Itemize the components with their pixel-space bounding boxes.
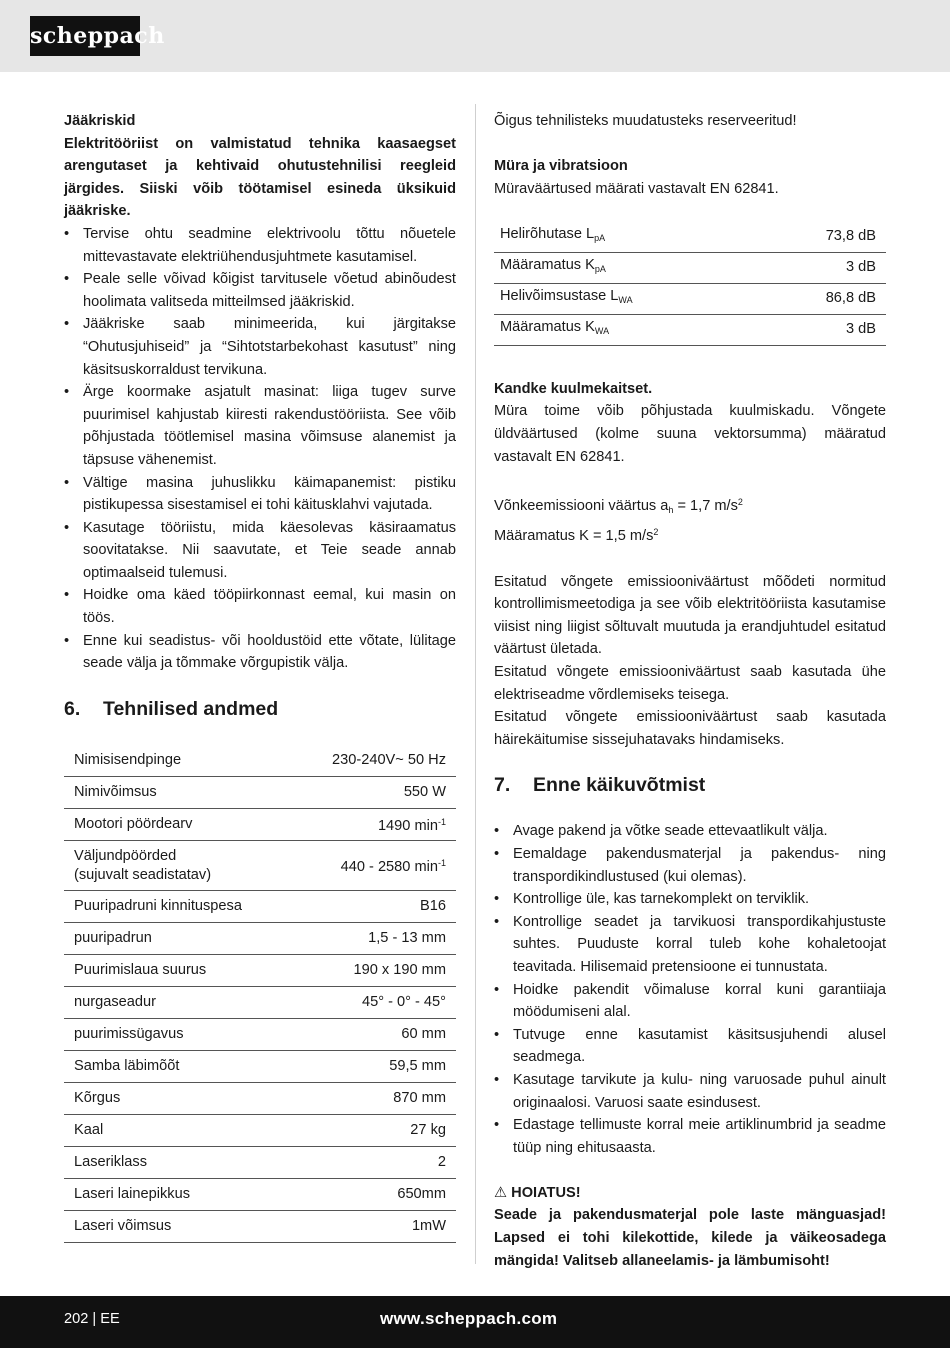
spec-table — [64, 745, 456, 1244]
noise-table — [494, 221, 886, 346]
spec-label: nurgaseadur — [64, 987, 293, 1019]
list-item: • Enne kui seadistus- või hooldustöid ette võtate, lülitage seade välja ja tõmmake võrgupistik välja. — [64, 630, 456, 675]
spec-label: Nimivõimsus — [64, 777, 293, 809]
page-header — [0, 0, 950, 72]
table-row — [494, 314, 886, 345]
spec-value: 440 - 2580 $\min^{-1}$ — [293, 841, 456, 891]
list-item: • Edastage tellimuste korral meie artiklinumbrid ja seadme tüüp ning ehitusaasta. — [494, 1114, 886, 1159]
spec-value: 870 mm — [293, 1083, 456, 1115]
list-item: • Vältige masina juhuslikku käimapanemist: pistiku pistikupessa sisestamisel ei tohi käitusklahvi vajutada. — [64, 472, 456, 517]
table-row — [64, 1051, 456, 1083]
section-7-heading — [494, 773, 886, 797]
table-row — [64, 1211, 456, 1243]
spec-label: puuripadrun — [64, 923, 293, 955]
spec-value: 550 W — [293, 777, 456, 809]
table-row — [64, 1147, 456, 1179]
noise-value: 3 dB — [760, 314, 886, 345]
noise-value: 3 dB — [760, 252, 886, 283]
noise-value: 73,8 dB — [760, 221, 886, 252]
page-number: 202 | EE — [64, 1311, 120, 1327]
table-row — [64, 955, 456, 987]
spec-label: Puurimislaua suurus — [64, 955, 293, 987]
table-row — [494, 221, 886, 252]
vibration-value: Võnkeemissiooni väärtus $a_h = 1,7$ $m/s^2$ — [494, 496, 743, 515]
section-number: 7. — [494, 774, 511, 797]
list-item: • Kasutage tarvikute ja kulu- ning varuosade puhul ainult originaalosi. Varuosi saate esindusest. — [494, 1069, 886, 1114]
noise-label: Määramatus $K_{pA}$ — [494, 252, 760, 283]
noise-intro: Müraväärtused määrati vastavalt EN 62841. — [494, 180, 779, 197]
list-item: • Tutvuge enne kasutamist käsitsusjuhendi alusel seadmega. — [494, 1024, 886, 1069]
emission-paragraph: Esitatud võngete emissiooniväärtust mõõdeti normitud kontrollimismeetodiga ja see võib elektritööriista kasutamise viisist ning liigist sõltuvalt muutuda ja erandjuhtudel esitatud väärtust ületada. — [494, 573, 886, 658]
table-row — [64, 841, 456, 891]
page-footer — [0, 1296, 950, 1348]
table-row — [64, 891, 456, 923]
spec-label: Kõrgus — [64, 1083, 293, 1115]
column-divider — [475, 104, 476, 1264]
spec-value: 60 mm — [293, 1019, 456, 1051]
ear-protection-text: Müra toime võib põhjustada kuulmiskadu. Võngete üldväärtused (kolme suuna vektorsumma) määratud vastavalt EN 62841. — [494, 403, 886, 465]
spec-label: Väljundpöörded (sujuvalt seadistatav) — [64, 841, 293, 891]
table-row — [64, 777, 456, 809]
risk-title: Jääkriskid — [64, 113, 136, 129]
noise-label: Määramatus $K_{WA}$ — [494, 314, 760, 345]
startup-list — [494, 820, 886, 1159]
risk-intro: Elektritööriist on valmistatud tehnika kaasaegset arengutaset ja kehtivaid ohutustehnilisi reegleid järgides. Siiski võib töötamisel esineda üksikuid jääkriske. — [64, 135, 456, 220]
spec-label: Puuripadruni kinnituspesa — [64, 891, 293, 923]
risk-list — [64, 223, 456, 675]
list-item: • Peale selle võivad kõigist tarvitusele võetud abinõudest hoolimata valitseda mitteilmsed jääkriskid. — [64, 268, 456, 313]
warning-heading: ⚠ HOIATUS! — [494, 1184, 581, 1201]
website-link[interactable]: www.scheppach.com — [380, 1309, 558, 1328]
spec-label: Laseri võimsus — [64, 1211, 293, 1243]
noise-value: 86,8 dB — [760, 283, 886, 314]
noise-label: Helirõhutase $L_{pA}$ — [494, 221, 760, 252]
right-column — [494, 110, 886, 1272]
list-item: • Hoidke oma käed tööpiirkonnast eemal, kui masin on töös. — [64, 584, 456, 629]
list-item: • Kasutage tööriistu, mida käesolevas käsiraamatus soovitatakse. Nii saavutate, et Teie seade annab optimaalseid tulemusi. — [64, 517, 456, 585]
spec-label: Samba läbimõõt — [64, 1051, 293, 1083]
list-item: • Eemaldage pakendusmaterjal ja pakendus- ning transpordikindlustused (kui olemas). — [494, 843, 886, 888]
spec-label: Nimisisendpinge — [64, 745, 293, 777]
table-row — [64, 1115, 456, 1147]
table-row — [64, 1179, 456, 1211]
section-title: Enne käikuvõtmist — [533, 774, 706, 797]
list-item: • Tervise ohtu seadmine elektrivoolu tõttu nõuetele mittevastavate elektriühendusjuhtmete kasutamisel. — [64, 223, 456, 268]
noise-label: Helivõimsustase $L_{WA}$ — [494, 283, 760, 314]
spec-label: Laseriklass — [64, 1147, 293, 1179]
spec-value: 1,5 - 13 mm — [293, 923, 456, 955]
scheppach-logo: scheppach — [30, 16, 140, 56]
spec-value: 230-240V~ 50 Hz — [293, 745, 456, 777]
spec-value: 45° - 0° - 45° — [293, 987, 456, 1019]
spec-value: 1mW — [293, 1211, 456, 1243]
section-title: Tehnilised andmed — [103, 697, 279, 720]
list-item: • Kontrollige üle, kas tarnekomplekt on terviklik. — [494, 888, 886, 911]
list-item: • Kontrollige seadet ja tarvikuosi transpordikahjustuste suhtes. Puuduste korral tuleb kohe kohaletoojat teavitada. Hilisemaid pretensioone ei tunnustata. — [494, 911, 886, 979]
table-row — [494, 283, 886, 314]
spec-label: Laseri lainepikkus — [64, 1179, 293, 1211]
spec-label: Mootori pöördearv — [64, 809, 293, 841]
spec-value: 650mm — [293, 1179, 456, 1211]
table-row — [64, 923, 456, 955]
emission-paragraph: Esitatud võngete emissiooniväärtust saab kasutada ühe elektriseadme võrdlemiseks teisega. — [494, 664, 886, 703]
list-item: • Hoidke pakendit võimaluse korral kuni garantiiaja möödumiseni alal. — [494, 979, 886, 1024]
list-item: • Ärge koormake asjatult masinat: liiga tugev surve puurimisel kahjustab kiiresti rakendustööriista. See võib põhjustada töötlemisel masina võimsuse alanemist ja täpsuse vähenemist. — [64, 381, 456, 471]
vibration-uncertainty: Määramatus K = 1,5 $m/s^2$ — [494, 527, 659, 545]
warning-text: Seade ja pakendusmaterjal pole laste mänguasjad! Lapsed ei tohi kilekottide, kilede ja väikeosadega mängida! Valitseb allaneelamis- ja lämbumisoht! — [494, 1207, 886, 1269]
warning-icon: ⚠ — [494, 1184, 508, 1201]
list-item: • Jääkriske saab minimeerida, kui järgitakse “Ohutusjuhiseid” ja “Sihtotstarbekohast kasutust” ning käsitsuskorraldust tervikuna. — [64, 313, 456, 381]
spec-value: 2 — [293, 1147, 456, 1179]
emission-paragraph: Esitatud võngete emissiooniväärtust saab kasutada häirekäitumise sissejuhatavaks hindamiseks. — [494, 709, 886, 748]
ear-protection-title: Kandke kuulmekaitset. — [494, 380, 653, 397]
spec-value: 27 kg — [293, 1115, 456, 1147]
table-row — [64, 745, 456, 777]
section-6-heading — [64, 697, 456, 721]
spec-value: B16 — [293, 891, 456, 923]
spec-value: 59,5 mm — [293, 1051, 456, 1083]
section-number: 6. — [64, 697, 81, 720]
spec-label: Kaal — [64, 1115, 293, 1147]
list-item: • Avage pakend ja võtke seade ettevaatlikult välja. — [494, 820, 886, 843]
spec-value: 1490 $\min^{-1}$ — [293, 809, 456, 841]
table-row — [64, 987, 456, 1019]
noise-title: Müra ja vibratsioon — [494, 158, 628, 175]
table-row — [64, 1083, 456, 1115]
left-column — [64, 110, 456, 1243]
spec-label: puurimissügavus — [64, 1019, 293, 1051]
table-row — [64, 1019, 456, 1051]
spec-value: 190 x 190 mm — [293, 955, 456, 987]
rights-reserved: Õigus tehnilisteks muudatusteks reserveeritud! — [494, 113, 797, 129]
table-row — [494, 252, 886, 283]
table-row — [64, 809, 456, 841]
